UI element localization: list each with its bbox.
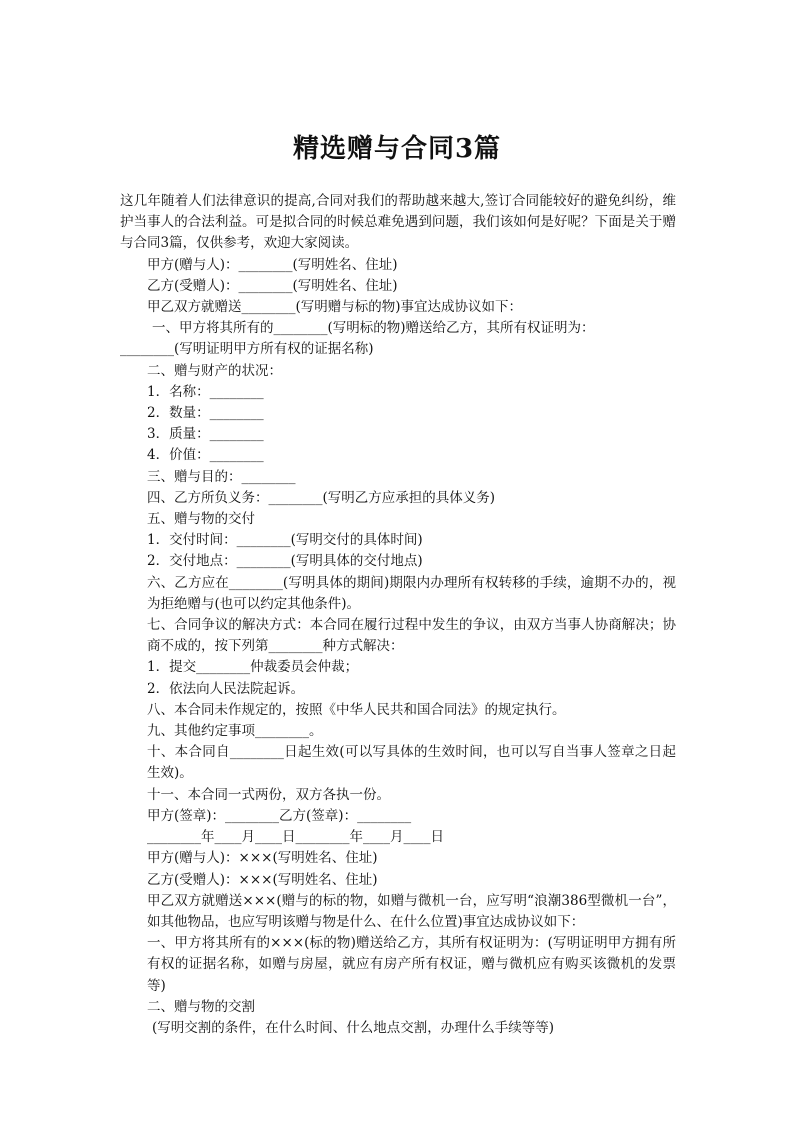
paragraph-line: 3．质量：________	[147, 426, 264, 443]
paragraph-line: 一、甲方将其所有的×××(标的物)赠送给乙方，其所有权证明为：(写明证明甲方拥有所有权的证据名称，如赠与房屋，就应有房产所有权证，赠与微机应有购买该微机的发票等)	[147, 935, 676, 994]
paragraph-line: 六、乙方应在________(写明具体的期间)期限内办理所有权转移的手续，逾期不办的，视为拒绝赠与(也可以约定其他条件)。	[147, 574, 676, 612]
paragraph-line: 四、乙方所负义务：________(写明乙方应承担的具体义务)	[147, 489, 496, 506]
paragraph-line: ________年____月____日________年____月____日	[147, 829, 444, 846]
paragraph-line: 2．交付地点：________(写明具体的交付地点)	[147, 553, 423, 570]
paragraph-line: 七、合同争议的解决方式：本合同在履行过程中发生的争议，由双方当事人协商解决；协商不成的，按下列第________种方式解决：	[147, 617, 676, 655]
paragraph-line: 甲乙双方就赠送×××(赠与的标的物，如赠与微机一台，应写明“浪潮386型微机一台”，如其他物品，也应写明该赠与物是什么、在什么位置)事宜达成协议如下：	[147, 892, 676, 930]
paragraph-line: 一、甲方将其所有的________(写明标的物)赠送给乙方，其所有权证明为：	[152, 320, 595, 337]
paragraph-line: 八、本合同未作规定的，按照《中华人民共和国合同法》的规定执行。	[147, 701, 566, 718]
paragraph-line: (写明交割的条件，在什么时间、什么地点交割，办理什么手续等等)	[152, 1019, 555, 1036]
paragraph-line: 4．价值：________	[147, 447, 264, 464]
paragraph-line: 乙方(受赠人)：________(写明姓名、住址)	[147, 277, 398, 294]
document-body	[120, 191, 676, 1039]
paragraph-line: 三、赠与目的：________	[147, 468, 296, 485]
paragraph-line: 1．交付时间：________(写明交付的具体时间)	[147, 532, 423, 549]
paragraph-line: 九、其他约定事项________。	[147, 723, 323, 740]
paragraph-line: 十一、本合同一式两份，双方各执一份。	[147, 786, 390, 803]
paragraph-line: 甲方(赠与人)：________(写明姓名、住址)	[147, 256, 398, 273]
paragraph-line: 1．名称：________	[147, 383, 264, 400]
paragraph-line: 2．数量：________	[147, 405, 264, 422]
paragraph-line: 五、赠与物的交付	[147, 511, 255, 528]
paragraph-line: 甲方(赠与人)：×××(写明姓名、住址)	[147, 850, 378, 867]
document-title: 精选赠与合同3篇	[292, 134, 502, 164]
paragraph-line: 二、赠与财产的状况：	[147, 362, 282, 379]
paragraph-line: 2．依法向人民法院起诉。	[147, 680, 305, 697]
paragraph-line: 十、本合同自________日起生效(可以写具体的生效时间，也可以写自当事人签章之日起生效)。	[147, 744, 676, 782]
paragraph-line: ________(写明证明甲方所有权的证据名称)	[120, 341, 374, 358]
paragraph-line: 1．提交________仲裁委员会仲裁；	[147, 659, 359, 676]
paragraph-line: 这几年随着人们法律意识的提高,合同对我们的帮助越来越大,签订合同能较好的避免纠纷，维护当事人的合法利益。可是拟合同的时候总难免遇到问题，我们该如何是好呢？下面是关于赠与合同3篇，仅供参考，欢迎大家阅读。	[120, 193, 676, 252]
paragraph-line: 甲乙双方就赠送________(写明赠与标的物)事宜达成协议如下：	[147, 299, 523, 316]
paragraph-line: 二、赠与物的交割	[147, 998, 255, 1015]
paragraph-line: 乙方(受赠人)：×××(写明姓名、住址)	[147, 871, 378, 888]
paragraph-line: 甲方(签章)：________乙方(签章)：________	[147, 807, 412, 824]
